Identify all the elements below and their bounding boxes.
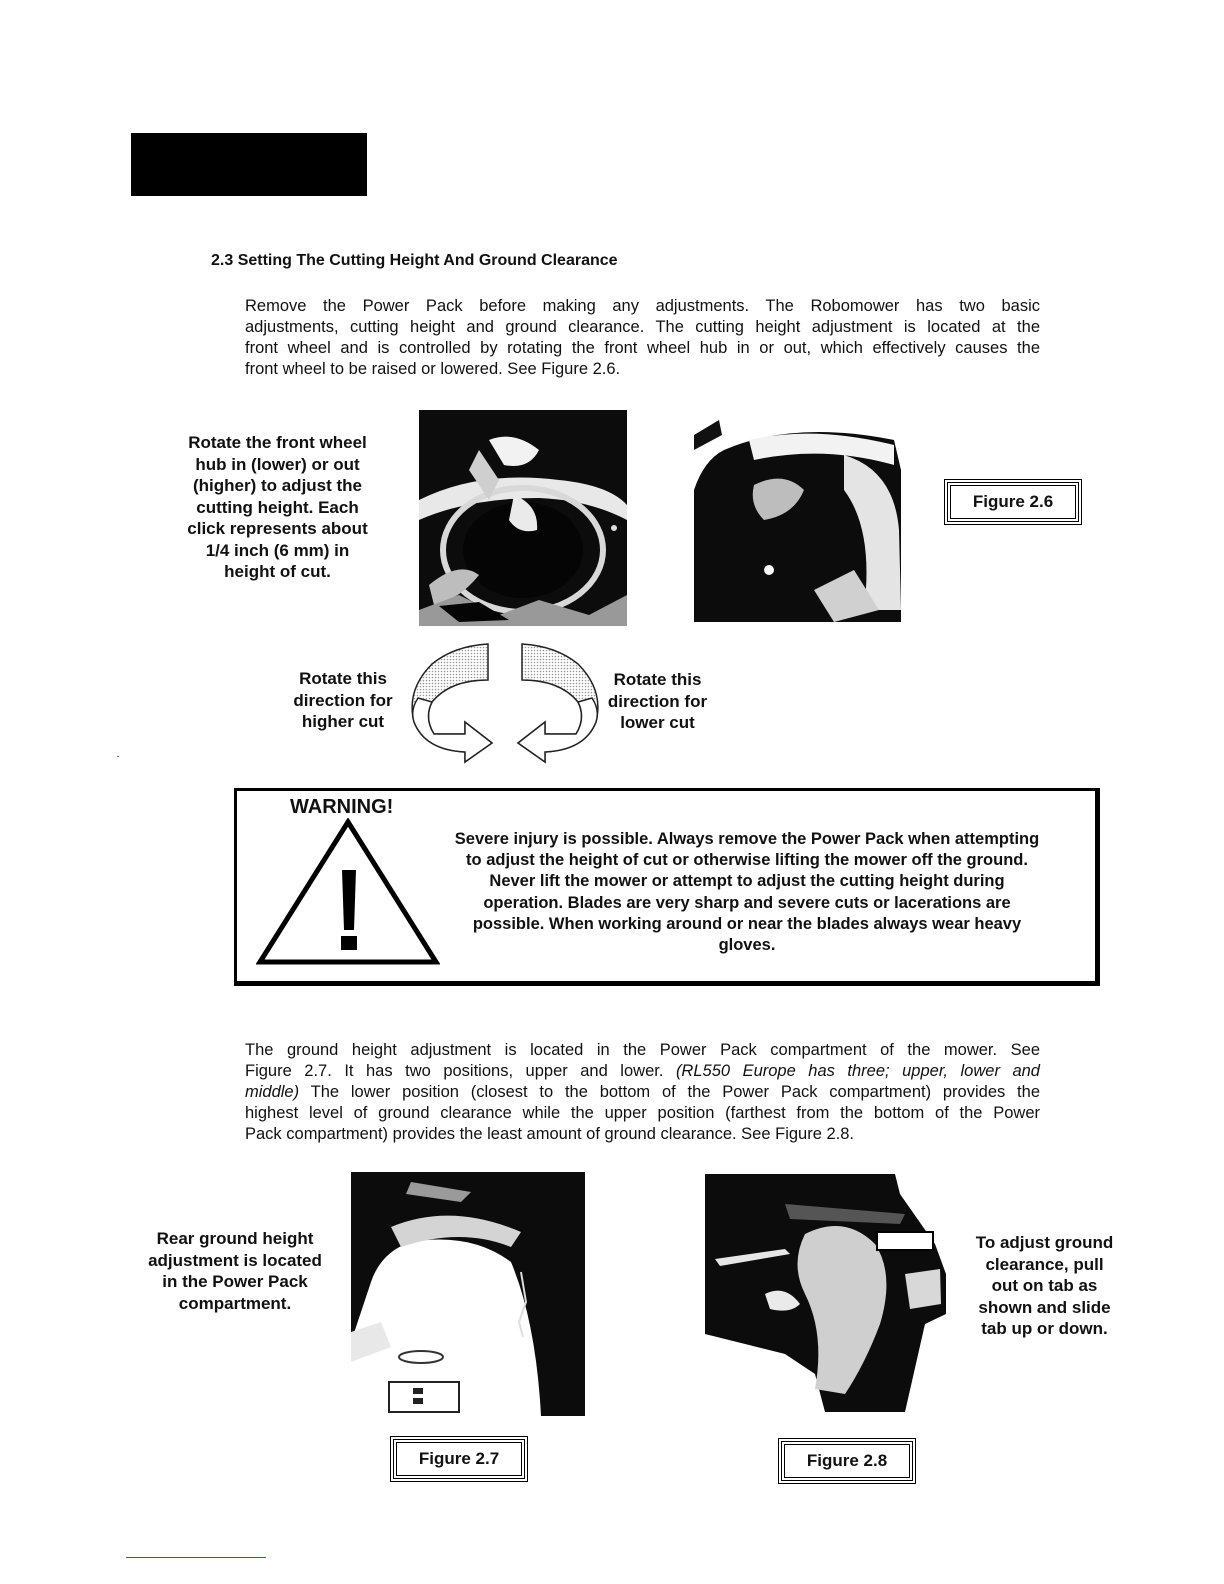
clearance-callout: [962, 1232, 1127, 1340]
intro-line: front wheel and is controlled by rotating the front wheel hub in or out, which effectively causes the: [245, 339, 1040, 357]
rear-ground-callout: [130, 1228, 340, 1314]
warning-line: gloves.: [718, 936, 776, 955]
paragraph-line: [245, 1061, 1040, 1082]
warning-line: operation. Blades are very sharp and severe cuts or lacerations are: [483, 893, 1011, 912]
callout-line: direction for: [293, 690, 393, 710]
callout-line: Rear ground height: [156, 1229, 314, 1248]
figure-label-text: Figure 2.8: [784, 1444, 910, 1478]
warning-title: WARNING!: [290, 796, 394, 818]
rotation-arrows-icon: [410, 640, 600, 765]
ground-height-paragraph: [245, 1040, 1040, 1145]
paragraph-text: The lower position (closest to the bottom of the Power Pack compartment) provides the: [299, 1083, 1040, 1101]
callout-line: hub in (lower) or out: [195, 454, 360, 474]
figure-2-8-label: [778, 1438, 916, 1484]
callout-line: higher cut: [301, 712, 385, 731]
wheel-hand-photo: [694, 410, 901, 622]
warning-line: to adjust the height of cut or otherwise lifting the mower off the ground.: [466, 851, 1028, 870]
callout-line: clearance, pull: [985, 1254, 1104, 1274]
figure-label-text: Figure 2.6: [950, 485, 1076, 519]
section-title: 2.3 Setting The Cutting Height And Ground Clearance: [211, 252, 618, 269]
paragraph-line: [245, 1082, 1040, 1103]
paragraph-line: The ground height adjustment is located in the Power Pack compartment of the mower. See: [245, 1041, 1040, 1059]
callout-line: shown and slide: [978, 1297, 1111, 1317]
front-wheel-hub-photo: [419, 410, 627, 626]
intro-line: adjustments, cutting height and ground clearance. The cutting height adjustment is located at the: [245, 318, 1040, 336]
figure-2-6-label: [944, 479, 1082, 525]
paragraph-line: highest level of ground clearance while the upper position (farthest from the bottom of the Power: [245, 1104, 1040, 1122]
paragraph-text: Figure 2.7. It has two positions, upper and lower.: [245, 1062, 676, 1080]
figure-label-text: Figure 2.7: [396, 1442, 522, 1476]
callout-line: cutting height. Each: [196, 497, 359, 517]
rotate-higher-callout: [278, 668, 408, 733]
paragraph-italic-note: (RL550 Europe has three; upper, lower and: [675, 1062, 1040, 1080]
callout-line: direction for: [607, 691, 708, 711]
callout-line: Rotate this: [299, 669, 387, 688]
callout-line: adjustment is located: [148, 1250, 322, 1270]
tab-adjustment-photo: [705, 1174, 946, 1412]
figure-2-7-label: [390, 1436, 528, 1482]
callout-line: Rotate the front wheel: [188, 433, 367, 452]
footer-rule: [126, 1557, 266, 1558]
callout-line: tab up or down.: [981, 1319, 1108, 1338]
power-pack-compartment-photo: [351, 1172, 585, 1416]
callout-line: Rotate this: [613, 670, 702, 689]
callout-line: compartment.: [178, 1293, 292, 1313]
callout-line: 1/4 inch (6 mm) in: [205, 540, 350, 560]
scan-artifact: [117, 756, 119, 757]
callout-line: in the Power Pack: [162, 1272, 308, 1291]
paragraph-italic-note: middle): [245, 1083, 300, 1101]
warning-line: possible. When working around or near the blades always wear heavy: [472, 914, 1022, 933]
intro-line: Remove the Power Pack before making any adjustments. The Robomower has two basic: [245, 297, 1040, 315]
callout-line: height of cut.: [224, 562, 331, 581]
intro-paragraph: [245, 296, 1040, 380]
warning-text: [412, 829, 1082, 956]
callout-line: click represents about: [187, 519, 368, 538]
header-black-block: [131, 133, 367, 196]
callout-line: To adjust ground: [975, 1233, 1114, 1252]
callout-line: lower cut: [620, 713, 695, 732]
warning-line: Never lift the mower or attempt to adjust the cutting height during: [489, 872, 1005, 891]
rotate-lower-callout: [595, 669, 720, 734]
paragraph-line: Pack compartment) provides the least amount of ground clearance. See Figure 2.8.: [245, 1125, 854, 1143]
intro-line: front wheel to be raised or lowered. See Figure 2.6.: [245, 360, 621, 378]
callout-line: (higher) to adjust the: [192, 476, 363, 495]
warning-line: Severe injury is possible. Always remove the Power Pack when attempting: [454, 830, 1040, 848]
front-wheel-callout: [170, 432, 385, 583]
callout-line: out on tab as: [991, 1276, 1098, 1295]
